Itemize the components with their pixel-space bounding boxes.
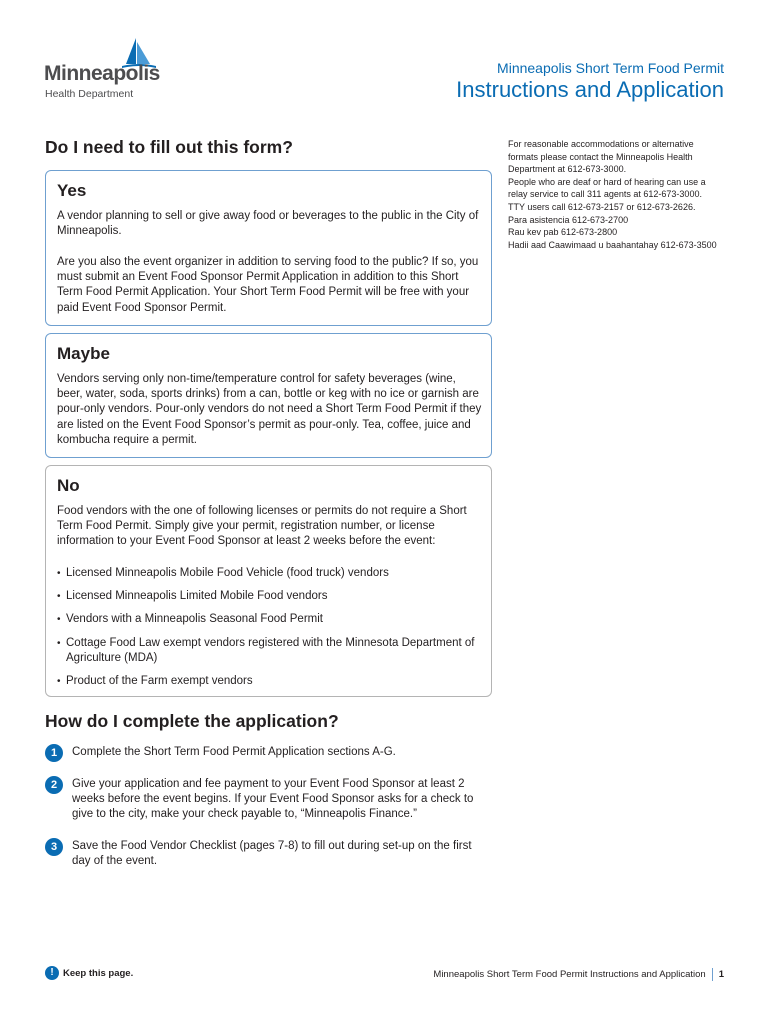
yes-heading: Yes	[57, 181, 87, 200]
section-heading-need-form: Do I need to fill out this form?	[45, 137, 293, 157]
exempt-vendor-list	[57, 566, 487, 697]
footer-divider	[712, 968, 713, 981]
page-number: 1	[718, 969, 724, 981]
document-title: Instructions and Application	[456, 77, 724, 102]
list-item: • Licensed Minneapolis Mobile Food Vehicle (food truck) vendors	[57, 566, 487, 581]
list-item: • Licensed Minneapolis Limited Mobile Food vendors	[57, 589, 487, 604]
document-subtitle: Minneapolis Short Term Food Permit	[497, 60, 724, 76]
step-number-badge: 1	[45, 744, 63, 762]
exclamation-circle-icon: !	[45, 966, 59, 980]
health-department-logo	[44, 36, 160, 100]
contact-line: TTY users call 612-673-2157 or 612-673-2626.	[508, 201, 696, 212]
step-number-badge: 3	[45, 838, 63, 856]
keep-page-text: Keep this page.	[63, 968, 134, 979]
list-item: • Vendors with a Minneapolis Seasonal Food Permit	[57, 612, 487, 627]
maybe-box	[45, 333, 492, 458]
no-box	[45, 465, 492, 697]
footer-document-title: Minneapolis Short Term Food Permit Instructions and Application	[433, 969, 706, 981]
contact-line: People who are deaf or hard of hearing can use a	[508, 176, 706, 187]
contact-line: Rau kev pab 612-673-2800	[508, 227, 618, 238]
maybe-paragraph: Vendors serving only non-time/temperature control for safety beverages (wine, beer, water, soda, sports drinks) from a can, bottle or keg with no ice or garnish are pour-only vendors. Pour-only vendors do not need a Short Term Food Permit if they are listed on the Event Food Sponsor’s permit as pour-only. Tea, coffee, juice and kombucha require a permit.	[57, 373, 482, 446]
contact-line: Para asistencia 612-673-2700	[508, 214, 629, 225]
yes-box	[45, 170, 492, 326]
step-text: Complete the Short Term Food Permit Application sections A-G.	[72, 746, 396, 758]
contact-line: relay service to call 311 agents at 612-673-3000.	[508, 189, 702, 200]
list-item: • Cottage Food Law exempt vendors registered with the Minnesota Department of Agriculture (MDA)	[57, 636, 487, 666]
list-item: • Product of the Farm exempt vendors	[57, 674, 487, 689]
contact-line: For reasonable accommodations or alternative	[508, 139, 694, 149]
step-number-badge: 2	[45, 776, 63, 794]
section-heading-complete-application: How do I complete the application?	[45, 711, 339, 731]
step-text: Give your application and fee payment to your Event Food Sponsor at least 2 weeks before the event begins. If your Event Food Sponsor asks for a check to give to the city, make your check payable to, “Minneapolis Finance.”	[72, 778, 474, 821]
maybe-heading: Maybe	[57, 344, 110, 363]
contact-line: formats please contact the Minneapolis Health	[508, 151, 693, 162]
no-heading: No	[57, 476, 80, 495]
no-paragraph: Food vendors with the one of following licenses or permits do not require a Short Term Food Permit. Simply give your permit, registration number, or license information to your Event Food Sponsor at least 2 weeks before the event:	[57, 505, 467, 548]
step-text: Save the Food Vendor Checklist (pages 7-8) to fill out during set-up on the first day of the event.	[72, 840, 472, 868]
logo-subtitle: Health Department	[45, 88, 134, 100]
logo-wordmark: Minneapolis	[44, 62, 160, 85]
yes-paragraph-2: Are you also the event organizer in addition to serving food to the public? If so, you must submit an Event Food Sponsor Permit Application in addition to this Short Term Food Permit Application. Your Short Term Food Permit will be free with your paid Event Food Sponsor Permit.	[57, 256, 479, 314]
page-footer	[433, 968, 724, 981]
yes-paragraph-1: A vendor planning to sell or give away food or beverages to the public in the City of Minneapolis.	[57, 210, 479, 238]
accessibility-contact-info	[508, 138, 738, 251]
contact-line: Department at 612-673-3000.	[508, 164, 627, 175]
contact-line: Hadii aad Caawimaad u baahantahay 612-673-3500	[508, 239, 717, 250]
